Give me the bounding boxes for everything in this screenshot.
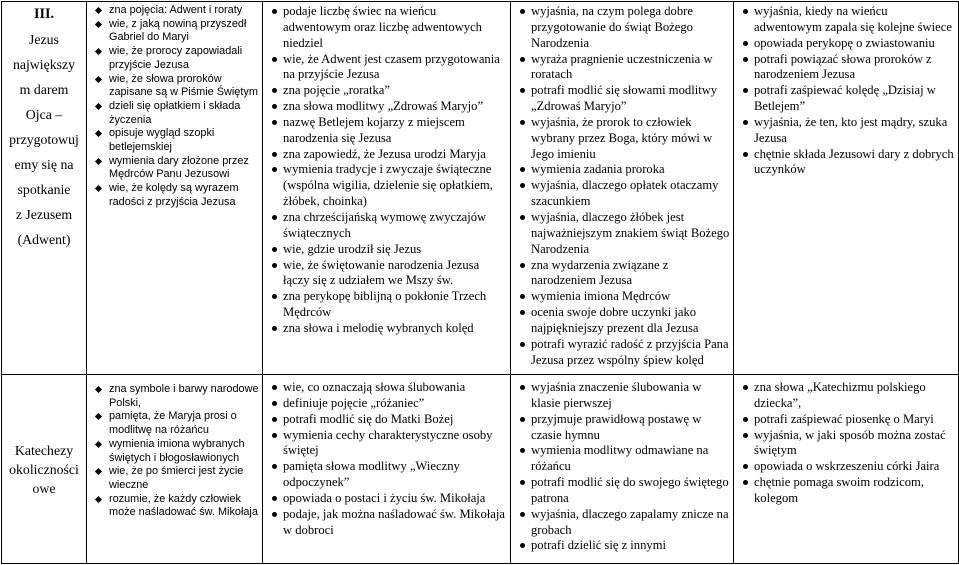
list-item: chętnie pomaga swoim rodzicom, kolegom [737, 475, 955, 507]
list-item: zna pojęcie „roratka” [266, 83, 507, 99]
requirements-cell [511, 2, 734, 375]
list-item: wyraża pragnienie uczestniczenia w roratach [514, 52, 730, 84]
requirements-cell [87, 2, 263, 375]
list-item: potrafi modlić się słowami modlitwy „Zdrowaś Maryjo” [514, 83, 730, 115]
list-item: wie, że Adwent jest czasem przygotowania na przyjście Jezusa [266, 52, 507, 84]
list-item: nazwę Betlejem kojarzy z miejscem narodzenia się Jezusa [266, 115, 507, 147]
list-item: rozumie, że każdy człowiek może naśladować św. Mikołaja [89, 493, 260, 520]
list-item: pamięta, że Maryja prosi o modlitwę na różańcu [89, 410, 260, 437]
list-item: zna słowa i melodię wybranych kolęd [266, 321, 507, 337]
requirements-cell [511, 375, 734, 564]
list-item: zna słowa modlitwy „Zdrowaś Maryjo” [266, 99, 507, 115]
requirements-list [263, 2, 510, 337]
list-item: wyjaśnia, dlaczego opłatek otaczamy szacunkiem [514, 178, 730, 210]
section-title-line: Ojca – [25, 107, 63, 122]
list-item: przyjmuje prawidłową postawę w czasie hymnu [514, 412, 730, 444]
list-item: definiuje pojęcie „różaniec” [266, 396, 507, 412]
list-item: podaje, jak można naśladować św. Mikołaja w dobroci [266, 507, 507, 539]
requirements-list [87, 375, 262, 520]
section-title-cell [2, 2, 87, 375]
curriculum-table [1, 1, 959, 564]
list-item: potrafi zaśpiewać piosenkę o Maryi [737, 412, 955, 428]
list-item: wie, z jaką nowiną przyszedł Gabriel do Maryi [89, 18, 260, 45]
requirements-list [734, 2, 958, 178]
list-item: wyjaśnia, że ten, kto jest mądry, szuka Jezusa [737, 115, 955, 147]
requirements-cell [87, 375, 263, 564]
list-item: wyjaśnia, w jaki sposób można zostać świętym [737, 428, 955, 460]
requirements-list [511, 375, 733, 554]
section-title-line: III. [33, 6, 55, 22]
list-item: zna słowa „Katechizmu polskiego dziecka”, [737, 380, 955, 412]
list-item: wyjaśnia, dlaczego zapalamy znicze na grobach [514, 507, 730, 539]
table-row [2, 2, 959, 375]
list-item: wymienia imiona Mędrców [514, 289, 730, 305]
list-item: wie, co oznaczają słowa ślubowania [266, 380, 507, 396]
list-item: pamięta słowa modlitwy „Wieczny odpoczynek” [266, 459, 507, 491]
list-item: wyjaśnia, na czym polega dobre przygotowanie do świąt Bożego Narodzenia [514, 4, 730, 52]
requirements-cell [263, 2, 511, 375]
list-item: wymienia tradycje i zwyczaje świąteczne (wspólna wigilia, dzielenie się opłatkiem, żłóbek, choinka) [266, 162, 507, 210]
list-item: wymienia zadania proroka [514, 162, 730, 178]
list-item: wie, że świętowanie narodzenia Jezusa łączy się z udziałem we Mszy św. [266, 258, 507, 290]
list-item: wymienia imiona wybranych świętych i błogosławionych [89, 438, 260, 465]
list-item: opowiada perykopę o zwiastowaniu [737, 36, 955, 52]
list-item: wyjaśnia, że prorok to człowiek wybrany przez Boga, który mówi w Jego imieniu [514, 115, 730, 163]
list-item: wyjaśnia znaczenie ślubowania w klasie pierwszej [514, 380, 730, 412]
list-item: opowiada o wskrzeszeniu córki Jaira [737, 459, 955, 475]
list-item: wymienia cechy charakterystyczne osoby świętej [266, 428, 507, 460]
table-row [2, 375, 959, 564]
list-item: zna symbole i barwy narodowe Polski, [89, 383, 260, 410]
list-item: wie, gdzie urodził się Jezus [266, 242, 507, 258]
list-item: chętnie składa Jezusowi dary z dobrych uczynków [737, 147, 955, 179]
list-item: zna zapowiedź, że Jezusa urodzi Maryja [266, 147, 507, 163]
section-title-line: okoliczności [9, 461, 79, 477]
section-title-cell [2, 375, 87, 564]
list-item: wyjaśnia, kiedy na wieńcu adwentowym zapala się kolejne świece [737, 4, 955, 36]
list-item: potrafi dzielić się z innymi [514, 538, 730, 554]
requirements-list [263, 375, 510, 538]
requirements-cell [263, 375, 511, 564]
section-title-line: m darem [19, 82, 69, 97]
list-item: potrafi modlić się do Matki Bożej [266, 412, 507, 428]
list-item: wie, że prorocy zapowiadali przyjście Jezusa [89, 45, 260, 72]
list-item: wymienia modlitwy odmawiane na różańcu [514, 443, 730, 475]
section-title-line: (Adwent) [17, 232, 71, 247]
list-item: zna pojęcia: Adwent i roraty [89, 4, 260, 18]
list-item: wymienia dary złożone przez Mędrców Panu Jezusowi [89, 155, 260, 182]
list-item: wyjaśnia, dlaczego żłóbek jest najważniejszym znakiem świąt Bożego Narodzenia [514, 210, 730, 258]
list-item: podaje liczbę świec na wieńcu adwentowym oraz liczbę adwentowych niedziel [266, 4, 507, 52]
requirements-list [734, 375, 958, 507]
list-item: opisuje wygląd szopki betlejemskiej [89, 127, 260, 154]
list-item: zna wydarzenia związane z narodzeniem Jezusa [514, 258, 730, 290]
list-item: wie, że kolędy są wyrazem radości z przyjścia Jezusa [89, 182, 260, 209]
section-title-line: spotkanie [17, 182, 71, 197]
list-item: zna perykopę biblijną o pokłonie Trzech Mędrców [266, 289, 507, 321]
requirements-list [511, 2, 733, 368]
list-item: wie, że słowa proroków zapisane są w Piśmie Świętym [89, 73, 260, 100]
section-title-line: Katechezy [14, 442, 74, 458]
requirements-cell [734, 2, 959, 375]
requirements-list [87, 2, 262, 210]
list-item: potrafi modlić się do swojego świętego patrona [514, 475, 730, 507]
section-title-line: największy [12, 57, 76, 72]
section-title-line: owe [32, 480, 56, 496]
list-item: potrafi powiązać słowa proroków z narodzeniem Jezusa [737, 52, 955, 84]
list-item: potrafi zaśpiewać kolędę „Dzisiaj w Betlejem” [737, 83, 955, 115]
section-title-line: z Jezusem [15, 207, 73, 222]
requirements-cell [734, 375, 959, 564]
section-title-line: Jezus [29, 32, 59, 47]
list-item: dzieli się opłatkiem i składa życzenia [89, 100, 260, 127]
list-item: wie, że po śmierci jest życie wieczne [89, 465, 260, 492]
list-item: potrafi wyrazić radość z przyjścia Pana Jezusa przez wspólny śpiew kolęd [514, 337, 730, 369]
list-item: ocenia swoje dobre uczynki jako najpiękniejszy prezent dla Jezusa [514, 305, 730, 337]
list-item: opowiada o postaci i życiu św. Mikołaja [266, 491, 507, 507]
section-title-line: emy się na [14, 157, 74, 172]
list-item: zna chrześcijańską wymowę zwyczajów świątecznych [266, 210, 507, 242]
section-title-line: przygotowuj [9, 132, 79, 147]
